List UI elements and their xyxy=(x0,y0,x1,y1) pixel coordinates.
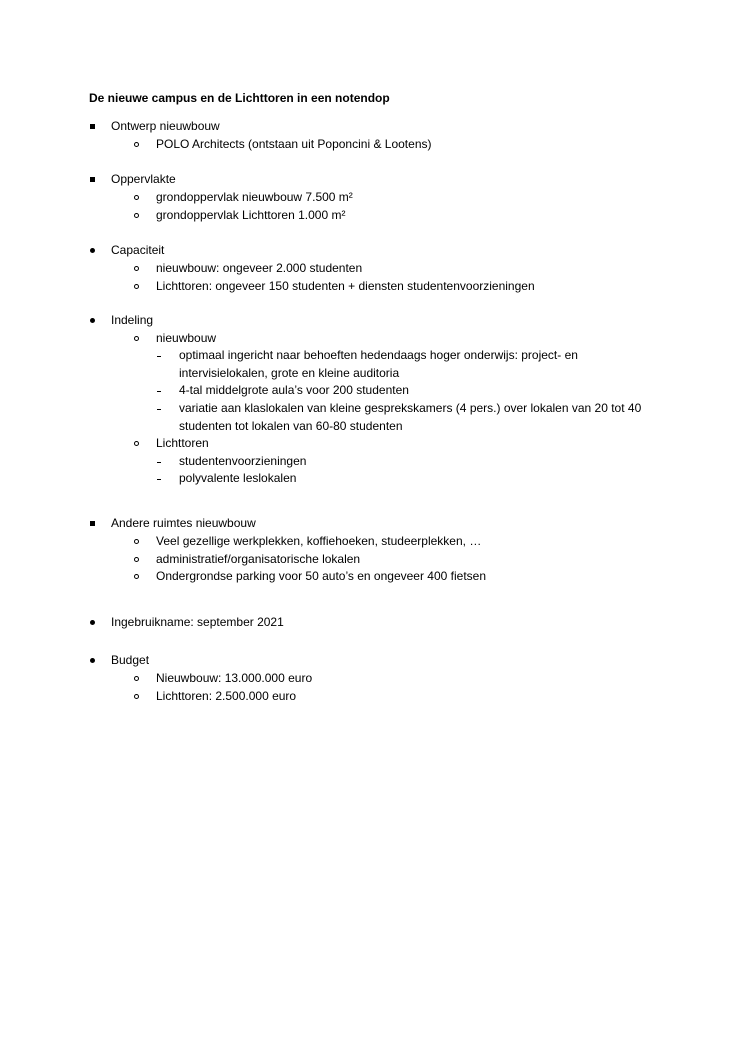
circle-bullet-icon xyxy=(134,142,139,147)
list-item: studentenvoorzieningen xyxy=(179,454,307,468)
list-item: nieuwbouw: ongeveer 2.000 studenten xyxy=(156,261,363,275)
dash-bullet-icon xyxy=(157,462,161,463)
round-bullet-icon xyxy=(90,318,95,323)
section-label-oppervlakte: Oppervlakte xyxy=(111,172,176,186)
circle-bullet-icon xyxy=(134,336,139,341)
list-item: Lichttoren: ongeveer 150 studenten + diensten studentenvoorzieningen xyxy=(156,279,535,293)
circle-bullet-icon xyxy=(134,284,139,289)
dash-bullet-icon xyxy=(157,356,161,357)
list-item: grondoppervlak nieuwbouw 7.500 m² xyxy=(156,190,353,204)
round-bullet-icon xyxy=(90,248,95,253)
dash-bullet-icon xyxy=(157,479,161,480)
sublist-label-lichttoren: Lichttoren xyxy=(156,436,209,450)
section-label-ontwerp: Ontwerp nieuwbouw xyxy=(111,119,220,133)
dash-bullet-icon xyxy=(157,409,161,410)
list-item: Ondergrondse parking voor 50 auto’s en ongeveer 400 fietsen xyxy=(156,569,487,583)
list-item: variatie aan klaslokalen van kleine gesprekskamers (4 pers.) over lokalen van 20 tot 40 studenten tot lokalen van 60-80 studenten xyxy=(179,401,642,433)
list-item: Veel gezellige werkplekken, koffiehoeken, studeerplekken, … xyxy=(156,534,482,548)
circle-bullet-icon xyxy=(134,266,139,271)
list-item: POLO Architects (ontstaan uit Poponcini & Lootens) xyxy=(156,137,432,151)
list-item: optimaal ingericht naar behoeften hedendaags hoger onderwijs: project- en intervisielokalen, grote en kleine auditoria xyxy=(179,348,578,380)
circle-bullet-icon xyxy=(134,676,139,681)
square-bullet-icon xyxy=(90,124,95,129)
round-bullet-icon xyxy=(90,658,95,663)
list-item: grondoppervlak Lichttoren 1.000 m² xyxy=(156,208,346,222)
section-label-ingebruikname: Ingebruikname: september 2021 xyxy=(111,615,284,629)
document-title: De nieuwe campus en de Lichttoren in een notendop xyxy=(89,91,390,105)
list-item: polyvalente leslokalen xyxy=(179,471,297,485)
square-bullet-icon xyxy=(90,521,95,526)
round-bullet-icon xyxy=(90,620,95,625)
list-item: 4-tal middelgrote aula’s voor 200 studenten xyxy=(179,383,409,397)
circle-bullet-icon xyxy=(134,213,139,218)
list-item: administratief/organisatorische lokalen xyxy=(156,552,361,566)
section-label-andere-ruimtes: Andere ruimtes nieuwbouw xyxy=(111,516,256,530)
list-item: Nieuwbouw: 13.000.000 euro xyxy=(156,671,313,685)
circle-bullet-icon xyxy=(134,557,139,562)
circle-bullet-icon xyxy=(134,694,139,699)
section-label-capaciteit: Capaciteit xyxy=(111,243,165,257)
circle-bullet-icon xyxy=(134,195,139,200)
dash-bullet-icon xyxy=(157,391,161,392)
section-label-indeling: Indeling xyxy=(111,313,154,327)
circle-bullet-icon xyxy=(134,441,139,446)
sublist-label-nieuwbouw: nieuwbouw xyxy=(156,331,217,345)
square-bullet-icon xyxy=(90,177,95,182)
list-item: Lichttoren: 2.500.000 euro xyxy=(156,689,297,703)
circle-bullet-icon xyxy=(134,539,139,544)
section-label-budget: Budget xyxy=(111,653,150,667)
circle-bullet-icon xyxy=(134,574,139,579)
